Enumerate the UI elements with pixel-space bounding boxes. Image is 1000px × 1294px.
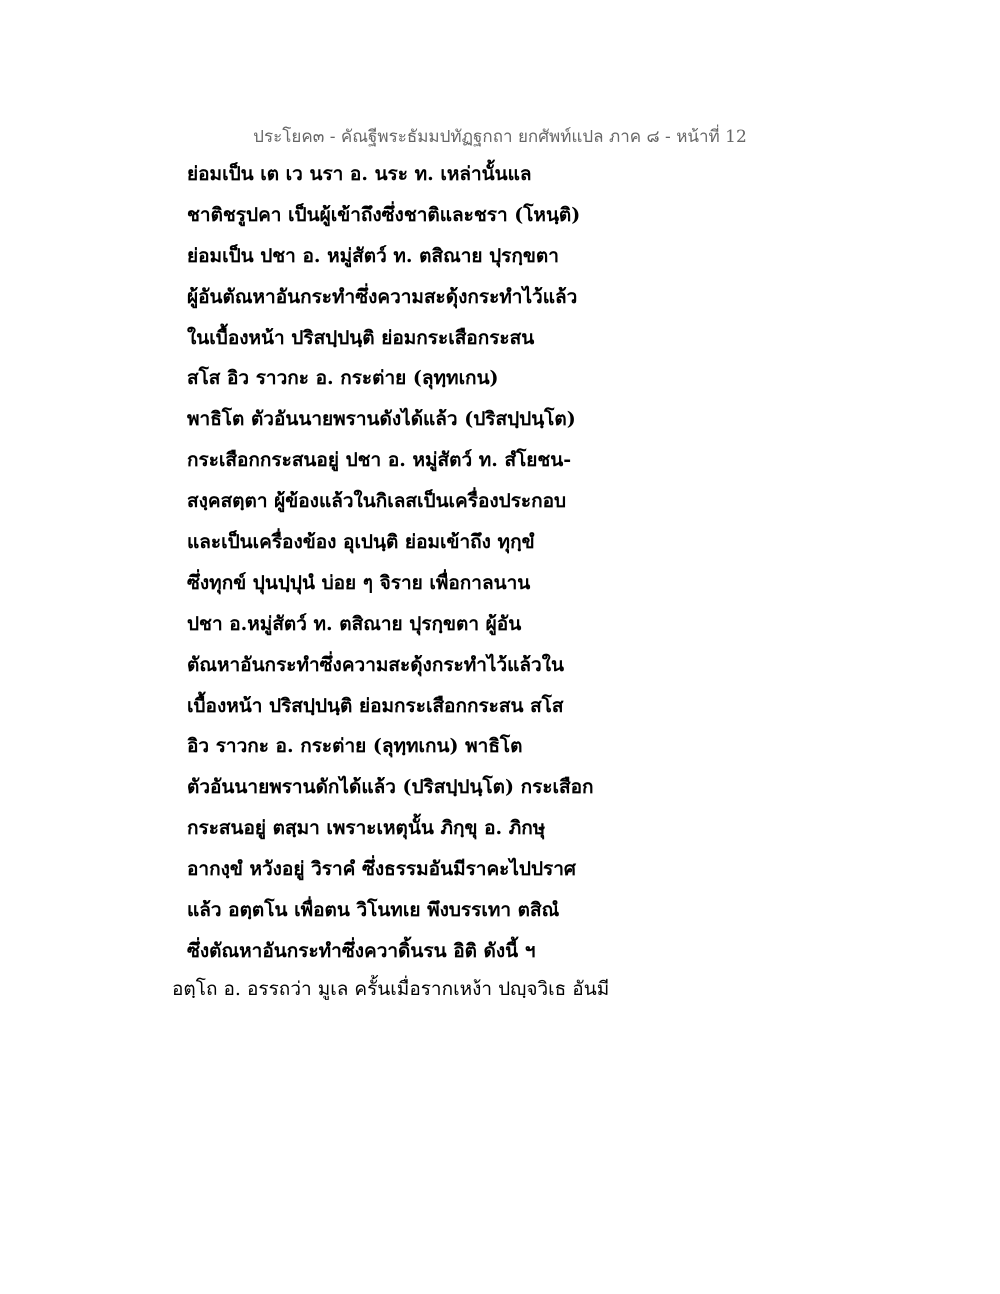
text-line: ซึ่งตัณหาอันกระทำซึ่งควาดิ้นรน อิติ ดังนี้ ฯ (187, 939, 536, 962)
text-line: ผู้อันตัณหาอันกระทำซึ่งความสะดุ้งกระทำไว้แล้ว (187, 285, 578, 308)
text-line: ย่อมเป็น เต เว นรา อ. นระ ท. เหล่านั้นแล (187, 163, 532, 185)
text-line: ย่อมเป็น ปชา อ. หมู่สัตว์ ท. ตสิณาย ปุรกฺขตา (187, 244, 559, 267)
text-line: และเป็นเครื่องข้อง อุเปนฺติ ย่อมเข้าถึง ทุกฺขํ (187, 531, 535, 554)
text-line: ตัณหาอันกระทำซึ่งความสะดุ้งกระทำไว้แล้วใน (187, 653, 564, 676)
text-line: อากงฺขํ หวังอยู่ วิราคํ ซึ่งธรรมอันมีราคะไปปราศ (187, 858, 576, 881)
text-line: แล้ว อตฺตโน เพื่อตน วิโนทเย พึงบรรเทา ตสิณํ (187, 899, 560, 922)
text-line: สงฺคสตฺตา ผู้ข้องแล้วในกิเลสเป็นเครื่องประกอบ (187, 490, 567, 513)
text-line: ในเบื้องหน้า ปริสปฺปนฺติ ย่อมกระเสือกระสน (187, 326, 535, 349)
text-line: เบื้องหน้า ปริสปฺปนฺติ ย่อมกระเสือกกระสน สโส (187, 694, 564, 717)
text-line: พาธิโต ตัวอันนายพรานดังได้แล้ว (ปริสปฺปนฺโต) (187, 408, 576, 431)
text-line: สโส อิว ราวกะ อ. กระต่าย (ลุทฺทเกน) (187, 367, 499, 390)
text-line: กระเสือกกระสนอยู่ ปชา อ. หมู่สัตว์ ท. สํโยชน- (187, 449, 572, 472)
text-line: ซึ่งทุกข์ ปุนปฺปุนํ บ่อย ๆ จิราย เพื่อกาลนาน (187, 571, 531, 594)
text-line-last: อตฺโถ อ. อรรถว่า มูเล ครั้นเมื่อรากเหง้า ปญฺจวิเธ อันมี (172, 978, 610, 1000)
text-line: ตัวอันนายพรานดักได้แล้ว (ปริสปฺปนฺโต) กระเสือก (187, 776, 594, 799)
text-line: ปชา อ.หมู่สัตว์ ท. ตสิณาย ปุรกฺขตา ผู้อัน (187, 612, 522, 635)
body-text (187, 160, 887, 978)
page-header: ประโยค๓ - คัณฐีพระธัมมปทัฏฐกถา ยกศัพท์แปล ภาค ๘ - หน้าที่ 12 (253, 127, 747, 147)
text-line: กระสนอยู่ ตสฺมา เพราะเหตุนั้น ภิกฺขุ อ. ภิกษุ (187, 817, 546, 840)
text-line: อิว ราวกะ อ. กระต่าย (ลุทฺทเกน) พาธิโต (187, 735, 523, 758)
text-line: ชาติชรูปคา เป็นผู้เข้าถึงซึ่งชาติและชรา (โหนฺติ) (187, 203, 581, 226)
